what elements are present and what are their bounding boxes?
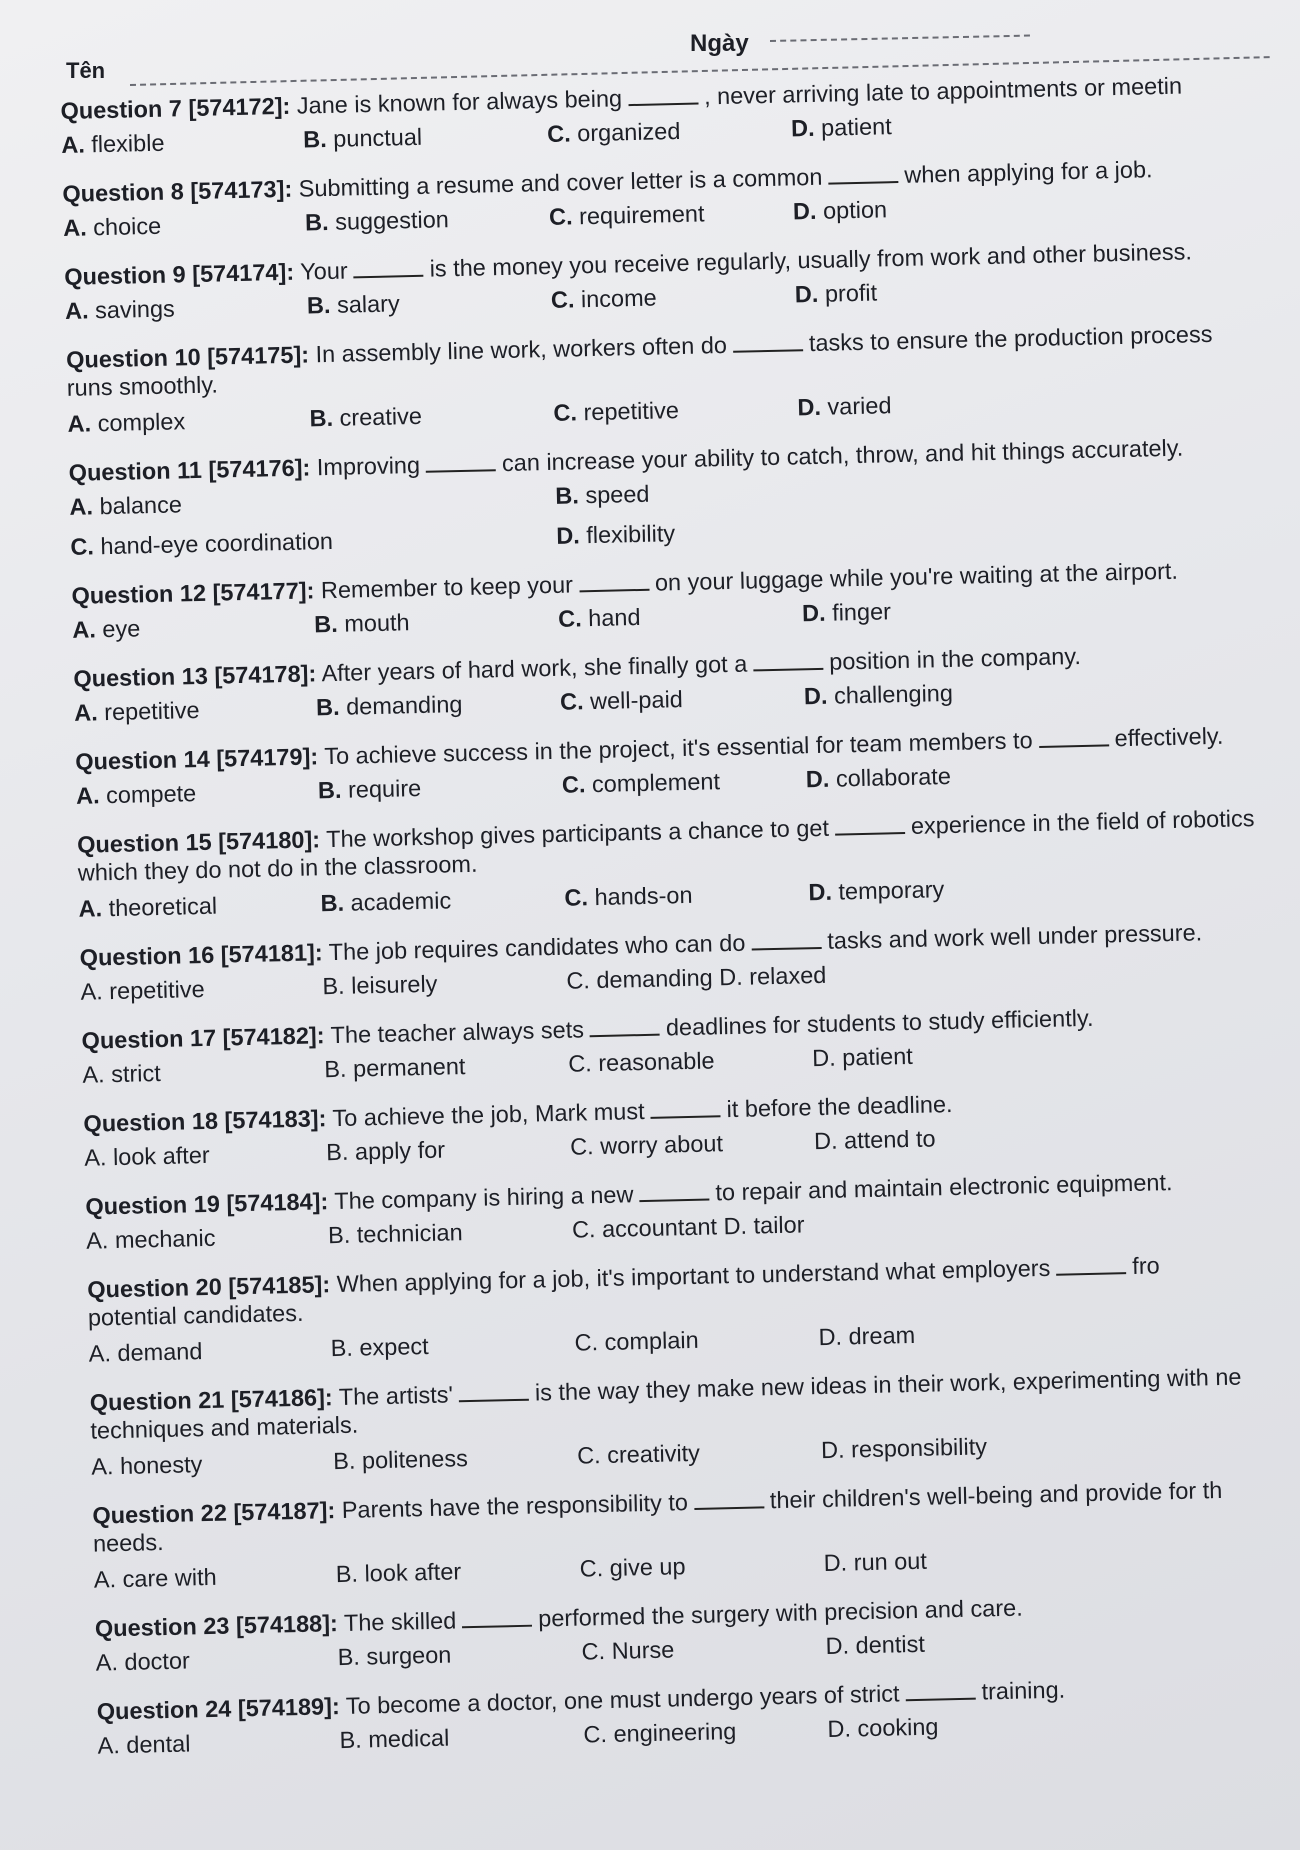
answer-blank[interactable] [628, 85, 698, 107]
question-label: Question 14 [574179]: [74, 743, 319, 775]
option-b[interactable]: B. punctual [302, 123, 423, 153]
stem-text-after: when applying for a job. [904, 156, 1153, 188]
stem-text-before: In assembly line work, workers often do [315, 331, 728, 368]
option-a[interactable]: A. strict [82, 1059, 162, 1088]
option-c[interactable]: C. hand-eye coordination [70, 527, 334, 560]
stem-text-after: to repair and maintain electronic equipment. [715, 1169, 1173, 1206]
stem-text-before: Improving [316, 451, 421, 481]
stem-text-after: their children's well-being and provide for th [769, 1476, 1223, 1514]
option-d[interactable]: D. challenging [803, 679, 954, 710]
question-label: Question 11 [574176]: [68, 454, 311, 486]
option-d[interactable]: D. option [792, 196, 888, 225]
option-c[interactable]: C. complement [561, 768, 721, 798]
option-b[interactable]: B. politeness [332, 1445, 469, 1475]
answer-blank[interactable] [1038, 726, 1108, 748]
stem-continuation: potential candidates. [87, 1299, 304, 1331]
answer-blank[interactable] [905, 1680, 975, 1702]
stem-text-before: The company is hiring a new [334, 1181, 634, 1215]
stem-continuation: runs smoothly. [66, 371, 219, 401]
option-c[interactable]: C. requirement [548, 200, 705, 230]
question-label: Question 16 [574181]: [79, 939, 323, 971]
option-b[interactable]: B. apply for [325, 1136, 446, 1166]
option-c[interactable]: C. hands-on [564, 881, 693, 911]
question-list [60, 56, 1300, 1771]
question-label: Question 15 [574180]: [76, 826, 321, 858]
option-a[interactable]: A. doctor [95, 1647, 191, 1676]
option-a[interactable]: A. eye [72, 615, 141, 643]
question-label: Question 19 [574184]: [85, 1188, 329, 1220]
option-c[interactable]: C. organized [546, 117, 681, 147]
answer-blank[interactable] [590, 1016, 660, 1038]
answer-blank[interactable] [650, 1097, 720, 1119]
stem-text-after: , never arriving late to appointments or meetin [703, 72, 1183, 110]
option-a[interactable]: A. demand [88, 1338, 203, 1367]
option-a[interactable]: A. choice [62, 212, 162, 241]
answer-blank[interactable] [639, 1181, 709, 1203]
option-d[interactable]: D. dream [818, 1321, 916, 1351]
option-b[interactable]: B. suggestion [304, 206, 450, 236]
stem-text-before: The artists' [338, 1381, 454, 1411]
stem-text-before: Your [299, 257, 348, 285]
option-a[interactable]: A. mechanic [85, 1224, 216, 1254]
option-b[interactable]: B. require [317, 774, 422, 804]
option-c[interactable]: C. engineering [583, 1718, 737, 1748]
answer-blank[interactable] [694, 1488, 764, 1510]
stem-text-before: To achieve the job, Mark must [332, 1098, 645, 1132]
option-c[interactable]: C. complain [574, 1326, 699, 1356]
option-c[interactable]: C. demanding D. relaxed [566, 961, 827, 994]
question-label: Question 10 [574175]: [65, 341, 310, 373]
question-20 [87, 1244, 1300, 1380]
stem-text-before: After years of hard work, she finally got a [321, 650, 748, 687]
stem-text-after: tasks and work well under pressure. [827, 919, 1203, 954]
question-11 [68, 427, 1300, 573]
option-a[interactable]: A. compete [75, 780, 197, 809]
date-dotted-line [770, 35, 1030, 42]
stem-text-after: on your luggage while you're waiting at the airport. [654, 557, 1179, 596]
question-label: Question 8 [574173]: [62, 175, 293, 207]
option-b[interactable]: B. academic [320, 887, 452, 917]
name-label: Tên [66, 58, 106, 83]
stem-text-before: Jane is known for always being [296, 85, 623, 119]
stem-text-before: Submitting a resume and cover letter is a common [298, 163, 823, 202]
option-d[interactable]: D. finger [801, 598, 892, 627]
option-c[interactable]: C. Nurse [581, 1636, 675, 1665]
option-a[interactable]: A. theoretical [78, 892, 218, 922]
option-d[interactable]: D. collaborate [805, 762, 952, 793]
date-label: Ngày [690, 30, 749, 57]
option-c[interactable]: C. well-paid [559, 686, 684, 715]
option-c[interactable]: C. reasonable [567, 1047, 715, 1077]
option-a[interactable]: A. flexible [60, 129, 165, 158]
stem-text-before: The skilled [343, 1607, 457, 1636]
option-a[interactable]: A. care with [93, 1563, 217, 1593]
question-label: Question 13 [574178]: [73, 660, 317, 692]
option-d[interactable]: D. patient [790, 113, 892, 142]
stem-text-after: is the money you receive regularly, usually from work and other business. [429, 238, 1193, 282]
stem-text-after: is the way they make new ideas in their work, experimenting with ne [534, 1363, 1242, 1406]
option-c[interactable]: C. give up [579, 1553, 686, 1582]
option-a[interactable]: A. complex [67, 408, 186, 437]
answer-blank[interactable] [579, 571, 649, 593]
answer-blank[interactable] [1056, 1254, 1126, 1276]
option-d[interactable]: D. cooking [827, 1713, 939, 1743]
option-c[interactable]: C. creativity [576, 1439, 701, 1469]
question-label: Question 23 [574188]: [94, 1610, 339, 1642]
question-label: Question 17 [574182]: [81, 1022, 325, 1054]
answer-blank[interactable] [753, 650, 823, 672]
option-d[interactable]: D. flexibility [555, 520, 676, 549]
answer-blank[interactable] [733, 331, 803, 353]
stem-text-before: Remember to keep your [320, 571, 574, 604]
question-15 [77, 799, 1300, 935]
stem-continuation: techniques and materials. [90, 1411, 359, 1444]
option-b[interactable]: B. speed [555, 480, 650, 509]
stem-text-after: performed the surgery with precision and care. [537, 1594, 1024, 1632]
question-label: Question 12 [574177]: [71, 577, 315, 609]
option-c[interactable]: C. accountant D. tailor [571, 1211, 805, 1243]
option-d[interactable]: D. run out [823, 1547, 928, 1577]
option-a[interactable]: A. repetitive [73, 696, 200, 726]
stem-text-after: experience in the field of robotics [910, 805, 1255, 839]
stem-text-before: The job requires candidates who can do [328, 929, 746, 966]
stem-text-before: The teacher always sets [330, 1016, 585, 1049]
stem-text-before: Parents have the responsibility to [341, 1489, 689, 1523]
option-b[interactable]: B. technician [327, 1219, 463, 1249]
question-22 [92, 1470, 1300, 1606]
answer-blank[interactable] [426, 451, 496, 473]
stem-text-after: deadlines for students to study efficiently. [665, 1004, 1094, 1041]
question-label: Question 22 [574187]: [92, 1497, 336, 1529]
answer-blank[interactable] [835, 814, 905, 836]
option-b[interactable]: B. medical [339, 1724, 450, 1754]
option-a[interactable]: A. dental [97, 1730, 191, 1759]
stem-continuation: which they do not do in the classroom. [77, 850, 478, 886]
question-label: Question 9 [574174]: [63, 258, 295, 290]
answer-blank[interactable] [751, 929, 821, 951]
option-a[interactable]: A. balance [69, 491, 183, 520]
stem-text-after: position in the company. [828, 642, 1082, 675]
question-21 [90, 1357, 1300, 1493]
question-label: Question 24 [574189]: [96, 1693, 341, 1725]
question-label: Question 18 [574183]: [83, 1105, 327, 1137]
stem-text-after: effectively. [1114, 722, 1224, 752]
option-d[interactable]: D. patient [811, 1042, 914, 1072]
question-10 [66, 314, 1300, 450]
option-a[interactable]: A. savings [64, 295, 176, 324]
answer-blank[interactable] [828, 163, 898, 185]
stem-text-after: can increase your ability to catch, throw, and hit things accurately. [501, 434, 1184, 477]
option-d[interactable]: D. temporary [808, 876, 945, 906]
stem-text-before: To achieve success in the project, it's essential for team members to [323, 727, 1033, 770]
stem-continuation: needs. [92, 1529, 164, 1557]
question-label: Question 21 [574186]: [89, 1384, 334, 1416]
answer-blank[interactable] [462, 1607, 532, 1629]
stem-text-after: training. [981, 1676, 1066, 1705]
option-d[interactable]: D. varied [797, 392, 892, 421]
option-a[interactable]: A. look after [83, 1141, 210, 1171]
stem-text-before: When applying for a job, it's important to understand what employers [336, 1254, 1051, 1298]
option-b[interactable]: B. leisurely [322, 970, 438, 1000]
option-c[interactable]: C. repetitive [553, 397, 680, 426]
option-c[interactable]: C. income [550, 284, 657, 313]
option-c[interactable]: C. hand [557, 603, 641, 632]
option-b[interactable]: B. expect [330, 1332, 429, 1362]
option-b[interactable]: B. permanent [324, 1053, 466, 1083]
option-d[interactable]: D. profit [794, 279, 878, 308]
option-b[interactable]: B. creative [309, 402, 423, 432]
option-b[interactable]: B. mouth [313, 609, 410, 638]
stem-text-after: tasks to ensure the production process [808, 320, 1213, 357]
option-d[interactable]: D. responsibility [820, 1433, 988, 1464]
option-a[interactable]: A. repetitive [80, 975, 205, 1005]
stem-text-before: To become a doctor, one must undergo years of strict [345, 1680, 900, 1719]
option-d[interactable]: D. dentist [825, 1630, 926, 1660]
option-c[interactable]: C. worry about [569, 1130, 724, 1160]
option-b[interactable]: B. surgeon [337, 1641, 452, 1671]
question-label: Question 20 [574185]: [86, 1271, 331, 1303]
option-b[interactable]: B. demanding [315, 691, 463, 721]
stem-text-after: it before the deadline. [726, 1091, 953, 1123]
stem-text-before: The workshop gives participants a chance to get [325, 814, 830, 853]
answer-blank[interactable] [353, 257, 423, 279]
option-b[interactable]: B. look after [335, 1558, 462, 1588]
question-label: Question 7 [574172]: [60, 92, 291, 124]
answer-blank[interactable] [459, 1381, 529, 1403]
option-d[interactable]: D. attend to [813, 1125, 936, 1155]
option-a[interactable]: A. honesty [90, 1451, 203, 1480]
option-b[interactable]: B. salary [306, 290, 400, 319]
stem-text-after: fro [1131, 1252, 1160, 1279]
